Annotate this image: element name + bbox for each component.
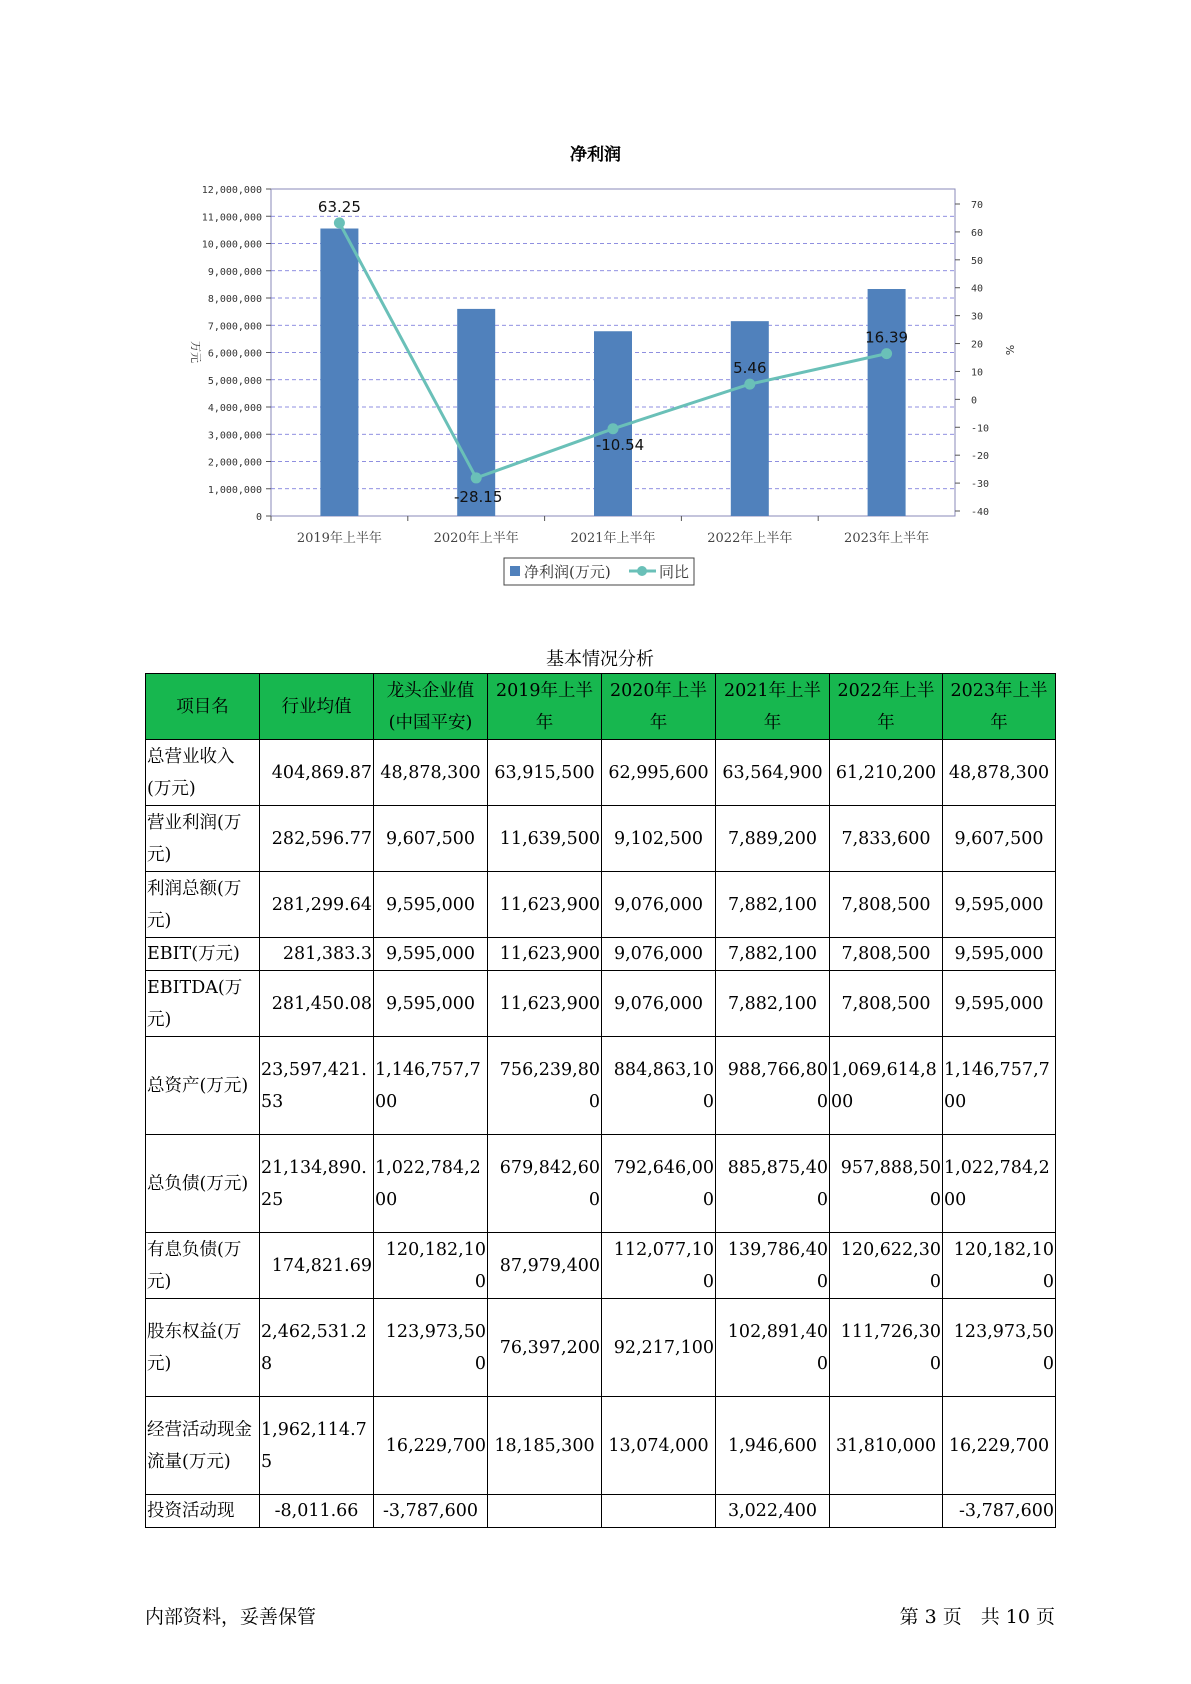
- legend-bar-label: 净利润(万元): [524, 563, 611, 581]
- x-tick-label: 2019年上半年: [296, 531, 382, 546]
- table-row: [146, 1135, 1056, 1233]
- table-cell: 9,607,500: [943, 806, 1056, 872]
- y-tick-label: 5,000,000: [207, 375, 262, 387]
- row-item-name: 经营活动现金流量(万元): [146, 1397, 260, 1495]
- table-cell: 48,878,300: [943, 740, 1056, 806]
- y2-tick-label: 30: [971, 311, 984, 323]
- y2-tick-label: 40: [971, 283, 984, 295]
- x-tick-label: 2023年上半年: [844, 531, 930, 546]
- row-item-name: 投资活动现: [146, 1495, 260, 1528]
- table-cell: 63,564,900: [716, 740, 830, 806]
- table-cell: 31,810,000: [830, 1397, 943, 1495]
- row-item-name: EBITDA(万元): [146, 971, 260, 1037]
- y2-tick-label: 0: [971, 395, 978, 407]
- table-cell: 16,229,700: [374, 1397, 488, 1495]
- table-cell: 112,077,100: [602, 1233, 716, 1299]
- table-header-row: [146, 674, 1056, 740]
- table-cell: 988,766,800: [716, 1037, 830, 1135]
- header-2019h1: 2019年上半年: [488, 674, 602, 740]
- table-title: 基本情况分析: [546, 649, 654, 670]
- table-cell: [602, 1495, 716, 1528]
- table-cell: 139,786,400: [716, 1233, 830, 1299]
- legend-line-marker: [637, 566, 647, 576]
- table-cell: 62,995,600: [602, 740, 716, 806]
- table-cell: 281,450.08: [260, 971, 374, 1037]
- table-cell: 9,595,000: [943, 872, 1056, 938]
- row-item-name: 股东权益(万元): [146, 1299, 260, 1397]
- y-tick-label: 10,000,000: [201, 239, 262, 251]
- y2-tick-label: 20: [971, 339, 984, 351]
- table-cell: 7,808,500: [830, 872, 943, 938]
- data-label: -10.54: [595, 435, 645, 454]
- table-cell: 63,915,500: [488, 740, 602, 806]
- table-cell: 11,623,900: [488, 971, 602, 1037]
- table-cell: 18,185,300: [488, 1397, 602, 1495]
- table-cell: 13,074,000: [602, 1397, 716, 1495]
- table-cell: 281,383.3: [260, 938, 374, 971]
- table-cell: 885,875,400: [716, 1135, 830, 1233]
- table-cell: 76,397,200: [488, 1299, 602, 1397]
- table-cell: 1,022,784,200: [374, 1135, 488, 1233]
- table-cell: 756,239,800: [488, 1037, 602, 1135]
- table-cell: 3,022,400: [716, 1495, 830, 1528]
- table-cell: 61,210,200: [830, 740, 943, 806]
- header-leader-value: 龙头企业值(中国平安): [374, 674, 488, 740]
- header-2020h1: 2020年上半年: [602, 674, 716, 740]
- yoy-point: [608, 423, 619, 434]
- y-tick-label: 3,000,000: [207, 430, 262, 442]
- table-cell: 7,889,200: [716, 806, 830, 872]
- table-cell: 1,146,757,700: [943, 1037, 1056, 1135]
- table-cell: 9,595,000: [943, 938, 1056, 971]
- header-2023h1: 2023年上半年: [943, 674, 1056, 740]
- data-label: 5.46: [733, 359, 767, 378]
- table-cell: 1,022,784,200: [943, 1135, 1056, 1233]
- table-cell: 48,878,300: [374, 740, 488, 806]
- table-row: [146, 806, 1056, 872]
- row-item-name: 总资产(万元): [146, 1037, 260, 1135]
- y-tick-label: 12,000,000: [201, 185, 262, 196]
- chart-title: 净利润: [570, 145, 621, 165]
- yoy-point: [334, 217, 345, 228]
- footer-page-number: 第 3 页 共 10 页: [899, 1606, 1055, 1628]
- table-cell: 792,646,000: [602, 1135, 716, 1233]
- table-cell: 174,821.69: [260, 1233, 374, 1299]
- table-row: [146, 1233, 1056, 1299]
- y2-tick-label: 70: [971, 200, 984, 211]
- yoy-point: [744, 379, 755, 390]
- table-row: [146, 1299, 1056, 1397]
- y2-tick-label: -10: [971, 423, 990, 435]
- header-item-name: 项目名: [146, 674, 260, 740]
- table-cell: 1,946,600: [716, 1397, 830, 1495]
- table-cell: 111,726,300: [830, 1299, 943, 1397]
- table-cell: 102,891,400: [716, 1299, 830, 1397]
- table-cell: 9,076,000: [602, 872, 716, 938]
- table-cell: 9,595,000: [943, 971, 1056, 1037]
- table-cell: 92,217,100: [602, 1299, 716, 1397]
- row-item-name: 总负债(万元): [146, 1135, 260, 1233]
- y2-tick-label: -20: [971, 451, 990, 463]
- table-cell: 404,869.87: [260, 740, 374, 806]
- yoy-point: [471, 472, 482, 483]
- table-cell: 11,623,900: [488, 872, 602, 938]
- y-tick-label: 1,000,000: [207, 484, 262, 496]
- y-tick-label: 6,000,000: [207, 348, 262, 360]
- table-cell: [830, 1495, 943, 1528]
- table-cell: 11,639,500: [488, 806, 602, 872]
- table-cell: 123,973,500: [374, 1299, 488, 1397]
- table-cell: 9,102,500: [602, 806, 716, 872]
- table-row: [146, 1037, 1056, 1135]
- table-cell: 1,069,614,800: [830, 1037, 943, 1135]
- table-cell: -3,787,600: [943, 1495, 1056, 1528]
- table-row: [146, 1495, 1056, 1528]
- y2-tick-label: 60: [971, 227, 984, 239]
- table-cell: 282,596.77: [260, 806, 374, 872]
- row-item-name: 有息负债(万元): [146, 1233, 260, 1299]
- table-cell: 9,595,000: [374, 872, 488, 938]
- table-cell: 281,299.64: [260, 872, 374, 938]
- table-cell: 2,462,531.28: [260, 1299, 374, 1397]
- table-cell: 11,623,900: [488, 938, 602, 971]
- table-cell: 123,973,500: [943, 1299, 1056, 1397]
- table-row: [146, 938, 1056, 971]
- data-label: 63.25: [317, 197, 361, 216]
- table-cell: 16,229,700: [943, 1397, 1056, 1495]
- table-cell: 23,597,421.53: [260, 1037, 374, 1135]
- header-2021h1: 2021年上半年: [716, 674, 830, 740]
- data-label: 16.39: [865, 328, 909, 347]
- table-row: [146, 740, 1056, 806]
- table-cell: 1,962,114.75: [260, 1397, 374, 1495]
- legend-line-label: 同比: [659, 563, 690, 581]
- table-row: [146, 872, 1056, 938]
- table-cell: 9,595,000: [374, 971, 488, 1037]
- row-item-name: 总营业收入(万元): [146, 740, 260, 806]
- table-cell: 679,842,600: [488, 1135, 602, 1233]
- y2-tick-label: -30: [971, 479, 990, 491]
- header-industry-avg: 行业均值: [260, 674, 374, 740]
- bar: [320, 229, 358, 516]
- table-cell: [488, 1495, 602, 1528]
- table-cell: 7,808,500: [830, 938, 943, 971]
- table-row: [146, 971, 1056, 1037]
- y2-tick-label: -40: [971, 507, 990, 518]
- table-cell: 7,808,500: [830, 971, 943, 1037]
- yoy-point: [881, 348, 892, 359]
- table-cell: 120,182,100: [374, 1233, 488, 1299]
- table-cell: 1,146,757,700: [374, 1037, 488, 1135]
- legend-bar-swatch: [510, 566, 520, 576]
- table-row: [146, 1397, 1056, 1495]
- y-axis-label: 万元: [189, 341, 202, 363]
- table-cell: 21,134,890.25: [260, 1135, 374, 1233]
- x-tick-label: 2020年上半年: [433, 531, 519, 546]
- table-cell: 120,622,300: [830, 1233, 943, 1299]
- table-cell: 957,888,500: [830, 1135, 943, 1233]
- y-tick-label: 8,000,000: [207, 294, 262, 305]
- table-cell: 7,882,100: [716, 938, 830, 971]
- row-item-name: 营业利润(万元): [146, 806, 260, 872]
- y2-axis-label: %: [1003, 344, 1016, 356]
- row-item-name: 利润总额(万元): [146, 872, 260, 938]
- y-tick-label: 9,000,000: [207, 266, 262, 278]
- basic-analysis-table: [145, 673, 1056, 1528]
- table-cell: 884,863,100: [602, 1037, 716, 1135]
- footer-confidential-note: 内部资料，妥善保管: [145, 1606, 317, 1628]
- table-cell: 9,076,000: [602, 938, 716, 971]
- x-tick-label: 2022年上半年: [707, 531, 793, 546]
- y2-tick-label: 10: [971, 367, 984, 379]
- table-cell: -3,787,600: [374, 1495, 488, 1528]
- table-cell: 87,979,400: [488, 1233, 602, 1299]
- y2-tick-label: 50: [971, 255, 984, 267]
- y-tick-label: 2,000,000: [207, 457, 262, 469]
- bar: [731, 321, 769, 516]
- table-cell: 9,607,500: [374, 806, 488, 872]
- bar: [868, 289, 906, 516]
- table-cell: 7,882,100: [716, 971, 830, 1037]
- y-tick-label: 0: [255, 512, 262, 523]
- table-cell: 7,833,600: [830, 806, 943, 872]
- bar: [457, 309, 495, 516]
- net-profit-chart: [0, 0, 1191, 600]
- table-cell: 120,182,100: [943, 1233, 1056, 1299]
- y-tick-label: 4,000,000: [207, 403, 262, 414]
- table-cell: 7,882,100: [716, 872, 830, 938]
- x-tick-label: 2021年上半年: [570, 531, 656, 546]
- header-2022h1: 2022年上半年: [830, 674, 943, 740]
- table-cell: -8,011.66: [260, 1495, 374, 1528]
- data-label: -28.15: [454, 487, 503, 506]
- table-cell: 9,076,000: [602, 971, 716, 1037]
- y-tick-label: 11,000,000: [201, 212, 262, 224]
- table-cell: 9,595,000: [374, 938, 488, 971]
- y-tick-label: 7,000,000: [207, 321, 262, 333]
- row-item-name: EBIT(万元): [146, 938, 260, 971]
